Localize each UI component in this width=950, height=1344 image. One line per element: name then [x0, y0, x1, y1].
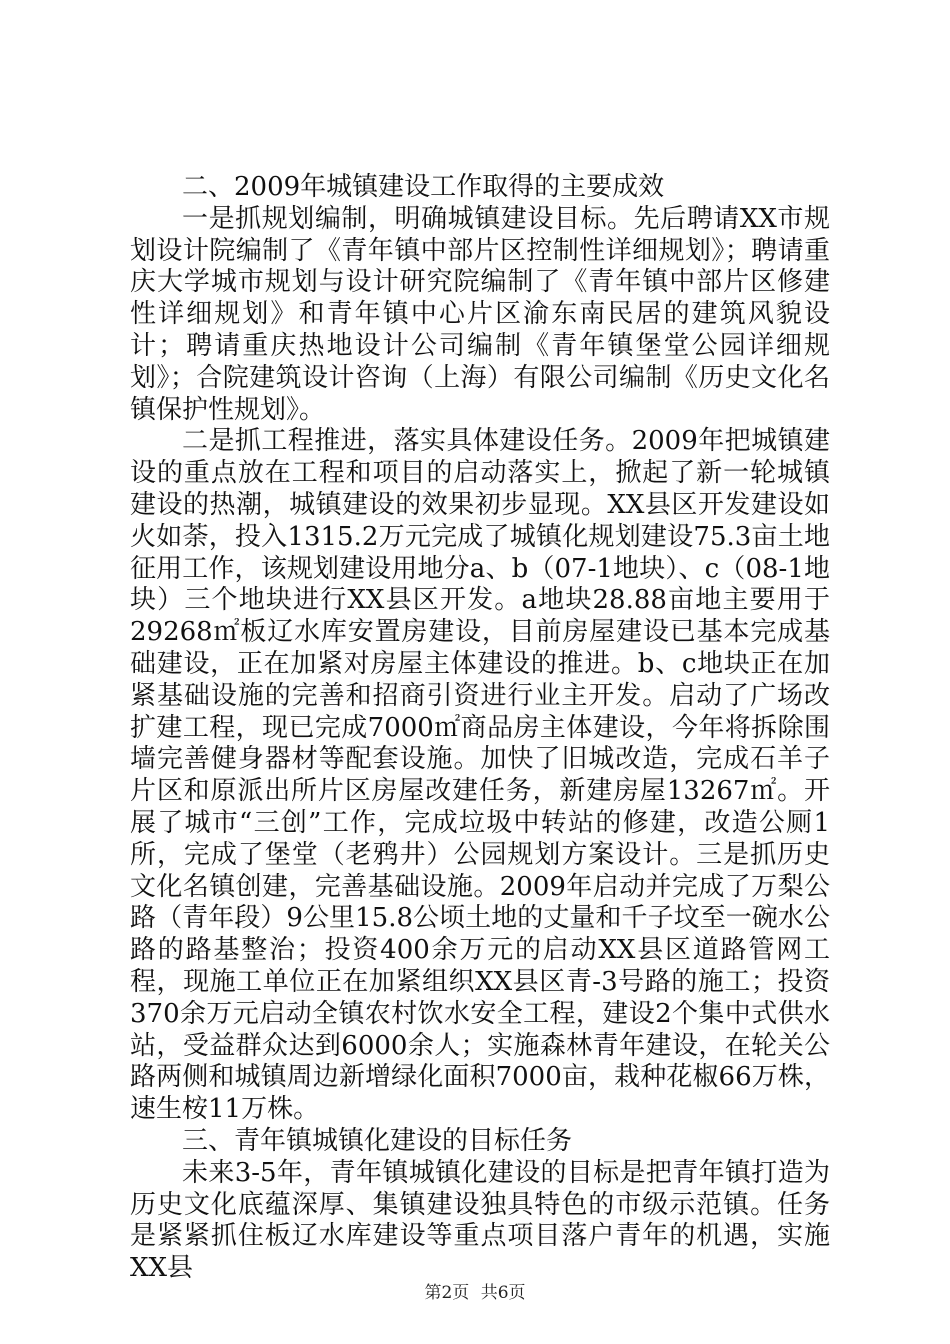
- paragraph-planning: 一是抓规划编制，明确城镇建设目标。先后聘请XX市规划设计院编制了《青年镇中部片区控制性详细规划》；聘请重庆大学城市规划与设计研究院编制了《青年镇中部片区修建性详细规划》和青年镇中心片区渝东南民居的建筑风貌设计；聘请重庆热地设计公司编制《青年镇堡堂公园详细规划》；合院建筑设计咨询（上海）有限公司编制《历史文化名镇保护性规划》。: [130, 203, 830, 425]
- page-number: 第2页: [424, 1283, 470, 1303]
- page-total: 共6页: [480, 1283, 526, 1303]
- document-body: [130, 172, 830, 1285]
- page-footer: [0, 1278, 950, 1303]
- section-heading-2: 二、2009年城镇建设工作取得的主要成效: [182, 172, 665, 202]
- section-heading-3: 三、青年镇城镇化建设的目标任务: [182, 1125, 573, 1156]
- paragraph-engineering: 二是抓工程推进，落实具体建设任务。2009年把城镇建设的重点放在工程和项目的启动落实上，掀起了新一轮城镇建设的热潮，城镇建设的效果初步显现。XX县区开发建设如火如荼，投入1315.2万元完成了城镇化规划建设75.3亩土地征用工作，该规划建设用地分a、b（07-1地块）、c（08-1地块）三个地块进行XX县区开发。a地块28.88亩地主要用于29268㎡板辽水库安置房建设，目前房屋建设已基本完成基础建设，正在加紧对房屋主体建设的推进。b、c地块正在加紧基础设施的完善和招商引资进行业主开发。启动了广场改扩建工程，现已完成7000㎡商品房主体建设，今年将拆除围墙完善健身器材等配套设施。加快了旧城改造，完成石羊子片区和原派出所片区房屋改建任务，新建房屋13267㎡。开展了城市“三创”工作，完成垃圾中转站的修建，改造公厕1所，完成了堡堂（老鸦井）公园规划方案设计。三是抓历史文化名镇创建，完善基础设施。2009年启动并完成了万梨公路（青年段）9公里15.8公顷土地的丈量和千子坟至一碗水公路的路基整治；投资400余万元的启动XX县区道路管网工程，现施工单位正在加紧组织XX县区青-3号路的施工；投资370余万元启动全镇农村饮水安全工程，建设2个集中式供水站，受益群众达到6000余人；实施森林青年建设，在轮关公路两侧和城镇周边新增绿化面积7000亩，栽种花椒66万株，速生桉11万株。: [130, 426, 830, 1125]
- paragraph-goals: 未来3-5年，青年镇城镇化建设的目标是把青年镇打造为历史文化底蕴深厚、集镇建设独具特色的市级示范镇。任务是紧紧抓住板辽水库建设等重点项目落户青年的机遇，实施XX县: [130, 1157, 830, 1284]
